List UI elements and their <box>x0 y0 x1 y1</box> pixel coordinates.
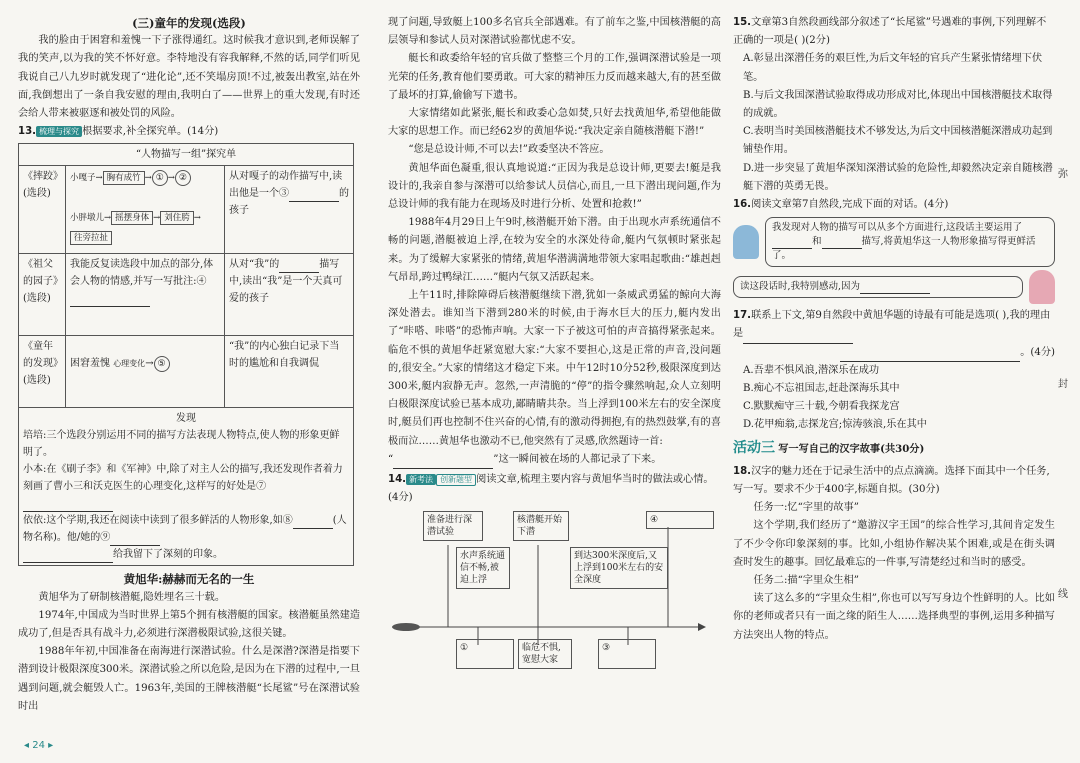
blank-5[interactable]: ⑤ <box>154 356 170 372</box>
question-14: 14. 新考法 创新题型 阅读文章,梳理主要内容与黄旭华当时的做法或心情。(4分) <box>388 474 714 504</box>
article-paragraph-3: 1988年年初,中国准备在南海进行深潜试验。什么是深潜?深潜是指要下潜到设计极限深度300米。深潜试验之所以危险,是因为在下潜的过程中,一旦遇到问题,就会艇毁人亡。1963年,美国的王牌核潜艇“长尾鲨”号在深潜试验时出 <box>18 646 360 712</box>
flow-step-4[interactable]: ④ <box>646 511 714 529</box>
blank-16-3[interactable] <box>860 281 930 294</box>
row-mid-discovery: 困窘羞愧 心理变化→ ⑤ <box>66 336 225 408</box>
flow-answer-calm: 临危不惧,宽慰大家 <box>518 639 572 669</box>
excerpt-paragraph: 我的脸由于困窘和羞愧一下子涨得通红。这时候我才意识到,老师误解了我的笑声,以为我的笑不怀好意。李特地没有容我解释,不然的话,同学们听见我说自己八九岁时就发现了“进化论”,还不笑塌房顶!不过,被轰出教室,站在外面,我倒想出了一条自我安慰的理由,我明白了——世界上的重大发现,有时还会给人带来被驱逐和被处罚的风险。 <box>18 35 360 120</box>
article-paragraph-9: 上午11时,排除障碍后核潜艇继续下潜,犹如一条威武勇猛的鲸向大海深处潜去。谁知当下潜到280米的时候,由于海水巨大的压力,艇内发出了“咔嗒、咔嗒”的恐怖声响。大家一下子被这可怕的声音搞得紧张起来。临危不惧的黄旭华赶紧宽慰大家:“大家不要担心,这是正常的声音,没问题的,很安全。”大家的情绪这才稳定下来。中午12时10分52秒,极限深度到达300米,艇内寂静无声。忽然,一声清脆的“停”的指令骤然响起,众人立刻明白极限深度试验已基本成功,鄙睛睛共杂。当上浮到100米左右的安全深度时,艇员们再也控制不住兴奋的心情,有的激动得拥抱,有的热烈鼓掌,有的喜极而泣……黄旭华也激动不已,他突然有了灵感,欣然题诗一首: <box>388 290 721 447</box>
flow-step-surface: 水声系统通信不畅,被迫上浮 <box>456 547 510 589</box>
task-2-title: 任务二:描“字里众生相” <box>753 575 859 587</box>
flow-diagram <box>388 507 721 667</box>
question-tag: 梳理与探究 <box>36 126 82 137</box>
middle-column <box>388 14 721 667</box>
option-17-b[interactable]: B.痴心不忘祖国志,赶赴深海乐其中 <box>743 383 900 395</box>
row-answer-discovery: “我”的内心独白记录下当时的尴尬和自我调侃 <box>225 336 354 408</box>
right-column <box>733 14 1055 645</box>
flow-step-depth: 到达300米深度后,又上浮到100米左右的安全深度 <box>570 547 668 589</box>
blank-9[interactable] <box>110 533 160 546</box>
row-title-discovery: 《童年的发现》(选段) <box>19 336 66 408</box>
blank-4[interactable] <box>70 294 150 307</box>
task-2-text: 读了这么多的“字里众生相”,你也可以写写身边个性鲜明的人。比如你的老师或者只有一面之缘的陌生人……选择典型的事例,运用多种描写方法突出人物的特点。 <box>733 593 1055 641</box>
blank-16-1[interactable] <box>772 236 812 249</box>
action-chain-diagram: 小嘎子→ 胸有成竹 → ① → ② 小胖墩儿→ 摇摆身体 → 刘住胯 →往旁拉扯 <box>66 166 225 254</box>
flow-answer-3[interactable]: ③ <box>598 639 656 669</box>
option-17-c[interactable]: C.默默痴守三十载,今朝看我探龙宫 <box>743 401 900 413</box>
blank-2[interactable]: ② <box>175 170 191 186</box>
option-17-d[interactable]: D.花甲痴翁,志探龙宫;惊涛骇浪,乐在其中 <box>743 419 927 431</box>
q17-score: 。(4分) <box>733 344 1055 362</box>
section-title: (三)童年的发现(选段) <box>132 16 246 30</box>
flow-answer-1[interactable]: ① <box>456 639 514 669</box>
margin-mark-2: 封 <box>1058 379 1068 390</box>
article-paragraph-6: “您是总设计师,不可以去!”政委坚决不答应。 <box>408 144 610 156</box>
article-paragraph-2: 1974年,中国成为当时世界上第5个拥有核潜艇的国家。核潜艇虽然建造成功了,但是否具有战斗力,必须进行深潜极限试验,这很关键。 <box>18 609 360 640</box>
article-paragraph-8: 1988年4月29日上午9时,核潜艇开始下潜。由于出现水声系统通信不畅的问题,潜艇被迫上浮,在较为安全的水深处待命,艇内气氛顿时紧张起来。为了缓解大家紧张的情绪,黄旭华潜满满地带领大家唱起歌曲:“雄赳赳气昂昂,跨过鸭绿江……”艇内气氛又活跃起来。 <box>388 217 721 283</box>
flow-step-dive: 核潜艇开始下潜 <box>513 511 569 541</box>
row-title-wrestling: 《摔跤》(选段) <box>19 166 66 254</box>
left-column <box>18 14 360 716</box>
blank-8[interactable] <box>293 516 333 529</box>
page-number: ◂ 24 ▸ <box>24 740 54 751</box>
blank-7[interactable] <box>23 499 113 512</box>
task-1-text: 这个学期,我们经历了“邀游汉字王国”的综合性学习,其间肯定发生了不少令你印象深刻的事。比如,小组协作解决某个困难,或是在街头调查时发生的趣事。回忆最难忘的一件事,写清楚经过和当时的感受。 <box>733 520 1055 568</box>
option-15-d[interactable]: D.进一步突显了黄旭华深知深潜试验的危险性,却毅然决定亲自随核潜艇下潜的英勇无畏。 <box>743 162 1053 192</box>
option-15-c[interactable]: C.表明当时美国核潜艇技术不够发达,为后文中国核潜艇深潜成功起到铺垫作用。 <box>743 126 1053 156</box>
task-1-title: 任务一:忆“字里的故事” <box>753 502 859 514</box>
article-paragraph-1: 黄旭华为了研制核潜艇,隐姓埋名三十载。 <box>38 591 226 603</box>
blank-6[interactable] <box>279 260 319 273</box>
study-sheet-table <box>18 143 354 566</box>
dialogue-row-2 <box>733 270 1055 304</box>
blank-17[interactable] <box>743 331 853 344</box>
blank-1[interactable]: ① <box>152 170 168 186</box>
question-15: 15.文章第3自然段画线部分叙述了“长尾鲨”号遇难的事例,下列理解不正确的一项是( )(2分) <box>733 17 1047 47</box>
blank-16-2[interactable] <box>822 236 862 249</box>
speech-bubble-1[interactable]: 我发现对人物的描写可以从多个方面进行,这段话主要运用了和 描写,将黄旭华这一人物形象描写得更鲜活了。 <box>765 217 1055 267</box>
findings-cell: 发现 培培:三个选段分别运用不同的描写方法表现人物特点,使人物的形象更鲜明了。 小本:在《刷子李》和《军神》中,除了对主人公的描写,我还发现作者着力刻画了曹小三和沃克医生的心理变化,这样写的好处是⑦ 依依:这个学期,我还在阅读中读到了很多鲜活的人物形象,如⑧ (人物名称)。他/她的⑨ 给我留下了深刻的印象。 <box>19 408 354 566</box>
option-15-b[interactable]: B.与后文我国深潜试验取得成功形成对比,体现出中国核潜艇技术取得的成就。 <box>743 89 1053 120</box>
activity-3-heading: 活动三 写一写自己的汉字故事(共30分) <box>733 439 925 456</box>
poem-line: “ ”这一瞬间被在场的人都记录了下来。 <box>388 451 721 469</box>
question-16: 16.阅读文章第7自然段,完成下面的对话。(4分) <box>733 199 949 211</box>
speech-bubble-2[interactable]: 读这段话时,我特别感动,因为 <box>733 276 1023 298</box>
question-13: 13. 梳理与探究 根据要求,补全探究单。(14分) <box>18 126 219 138</box>
article-paragraph-5: 大家情绪如此紧张,艇长和政委心急如焚,只好去找黄旭华,希望他能做大家的思想工作。而已经62岁的黄旭华说:“我决定亲自随核潜艇下潜!” <box>388 108 721 138</box>
girl-avatar-icon <box>1029 270 1055 304</box>
option-17-a[interactable]: A.吾辈不惧风浪,潜深乐在成功 <box>743 364 880 376</box>
article-title: 黄旭华:赫赫而无名的一生 <box>123 572 255 587</box>
row-answer-garden[interactable]: 从对“我”的 描写中,读出“我”是一个天真可爱的孩子 <box>225 254 354 336</box>
margin-mark-1: 弥 <box>1058 169 1068 180</box>
article-paragraph-7: 黄旭华面色凝重,很认真地说道:“正因为我是总设计师,更要去!艇是我设计的,我亲自参与深潜可以给参试人员信心,而且,一旦下潜出现问题,作为总设计师的我有能力在现场及时进行分析、处置和抢救!” <box>388 162 721 211</box>
dialogue-row-1 <box>733 217 1055 267</box>
article-paragraph-3-cont: 现了问题,导致艇上100多名官兵全部遇难。有了前车之鉴,中国核潜艇的高层领导和参试人员对深潜试验都忧虑不安。 <box>388 17 721 47</box>
article-paragraph-4: 艇长和政委给年轻的官兵做了整整三个月的工作,强调深潜试验是一项光荣的任务,教育他们要勇敢。可大家的精神压力反而越来越大,有的甚至做了最坏的打算,偷偷写下遗书。 <box>388 53 721 101</box>
table-title: “人物描写一组”探究单 <box>19 144 354 166</box>
row-mid-garden[interactable]: 我能反复读选段中加点的部分,体会人物的情感,并写一写批注:④ <box>66 254 225 336</box>
flow-step-prepare: 准备进行深潜试验 <box>423 511 483 541</box>
margin-mark-3: 线 <box>1058 589 1068 600</box>
question-17: 17.联系上下文,第9自然段中黄旭华题的诗最有可能是选项( ),我的理由是 <box>733 307 1055 343</box>
row-title-garden: 《祖父的园子》(选段) <box>19 254 66 336</box>
option-15-a[interactable]: A.彰显出深潜任务的艰巨性,为后文年轻的官兵产生紧张情绪埋下伏笔。 <box>743 53 1043 83</box>
blank-3[interactable] <box>289 189 339 202</box>
row-answer-wrestling[interactable]: 从对嘎子的动作描写中,读出他是一个③ 的孩子 <box>225 166 354 254</box>
question-18: 18.汉字的魅力还在于记录生活中的点点滴滴。选择下面其中一个任务,写一写。要求不少于400字,标题自拟。(30分) <box>733 465 1050 496</box>
boy-avatar-icon <box>733 225 759 259</box>
submarine-icon <box>392 623 420 631</box>
